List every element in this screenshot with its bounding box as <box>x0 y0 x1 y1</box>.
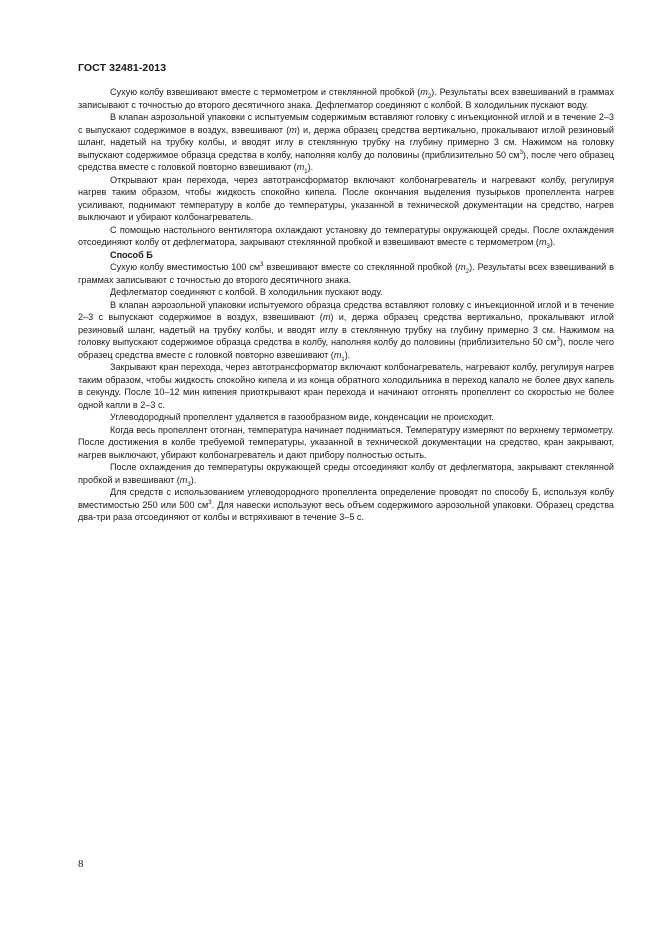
paragraph: Закрывают кран перехода, через автотрансформатор включают колбонагреватель, нагревают колбу, регулируя нагрев таким образом, чтобы жидкость спокойно кипела и из конца обратного холодильника в переход капало не более двух капель в секунду. После 10–12 мин кипения приоткрывают кран перехода и начинают отгонять пропеллент со скоростью не более одной капли в 2–3 с. <box>78 362 614 410</box>
paragraph: Для средств с использованием углеводородного пропеллента определение проводят по способу Б, используя колбу вместимостью 250 или 500 $см^3$. Для навески используют весь объем содержимого аэрозольной упаковки. Образец средства два-три раза отсоединяют от колбы и встряхивают в течение 3–5 с. <box>78 487 614 522</box>
page-number: 8 <box>78 858 84 870</box>
paragraph: Когда весь пропеллент отогнан, температура начинает подниматься. Температуру измеряют по верхнему термометру. После достижения в колбе требуемой температуры, указанной в технической документации на средство, кран закрывают, нагрев выключают, убирают колбонагреватель и дают прибору полностью остыть. <box>78 424 614 460</box>
paragraph: Дефлегматор соединяют с колбой. В холодильник пускают воду. <box>110 287 383 297</box>
document-header: ГОСТ 32481-2013 <box>78 62 167 74</box>
paragraph: В клапан аэрозольной упаковки с испытуемым содержимым вставляют головку с инъекционной иглой и в течение 2–3 с выпускают содержимое в воздух, взвешивают (m) и, держа образец средства вертикально, прокалывают иглой резиновый шланг, надетый на трубку колбы, и вводят иглу в стеклянную трубку на глубину примерно 3 см. Нажимом на головку выпускают содержимое образца средства в колбу, наполняя колбу до половины (приблизительно 50 $см^3$), после чего образец средства вместе с головкой повторно взвешивают $(m_1)$. <box>78 112 615 175</box>
paragraph: С помощью настольного вентилятора охлаждают установку до температуры окружающей среды. После охлаждения отсоединяют колбу от дефлегматора, закрывают стеклянной пробкой и взвешивают вместе с термометром $(m_3)$. <box>78 224 614 250</box>
paragraph: Открывают кран перехода, через автотрансформатор включают колбонагреватель и нагревают колбу, регулируя нагрев таким образом, чтобы жидкость спокойно кипела. После окончания выделения пузырьков пропеллента нагрев усиливают, поднимают температуру в колбе до температуры, указанной в технической документации на средство, нагрев выключают и убирают колбонагреватель. <box>78 174 614 222</box>
section-heading: Способ Б <box>110 249 153 260</box>
paragraph: В клапан аэрозольной упаковки испытуемого образца средства вставляют головку с инъекционной иглой и в течение 2–3 с выпускают содержимое в воздух, взвешивают (m) и, держа образец средства вертикально, прокалывают иглой резиновый шланг, надетый на трубку колбы, и вводят иглу в стеклянную трубку на глубину примерно 3 см. Нажимом на головку выпускают содержимое образца средства в колбу, наполняя колбу до половины (приблизительно 50 $см^3$), после чего образец средства вместе с головкой повторно взвешивают $(m_1)$. <box>78 299 614 363</box>
paragraph: После охлаждения до температуры окружающей среды отсоединяют колбу от дефлегматора, закрывают стеклянной пробкой и взвешивают $(m_3)$. <box>78 462 614 488</box>
paragraph: Сухую колбу вместимостью 100 $см^3$ взвешивают вместе со стеклянной пробкой $(m_2)$. Результаты всех взвешиваний в граммах записывают с точностью до второго десятичного знака. <box>78 261 614 285</box>
paragraph: Сухую колбу взвешивают вместе с термометром и стеклянной пробкой $(m_2)$. Результаты всех взвешиваний в граммах записывают с точностью до второго десятичного знака. Дефлегматор соединяют с колбой. В холодильник пускают воду. <box>78 87 614 110</box>
paragraph: Углеводородный пропеллент удаляется в газообразном виде, конденсации не происходит. <box>110 412 494 422</box>
document-body <box>78 86 614 524</box>
